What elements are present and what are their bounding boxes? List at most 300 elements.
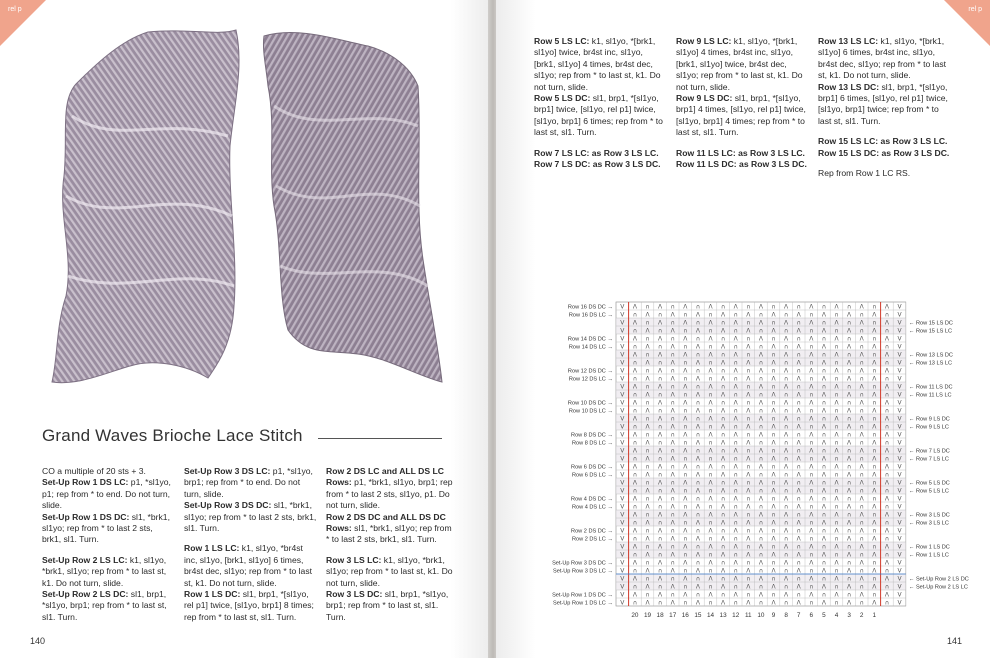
chart-row-label-left: Row 6 DS DC → — [571, 464, 613, 471]
chart-stitch-symbol: ∩ — [834, 327, 839, 335]
chart-stitch-symbol: ∩ — [720, 303, 726, 311]
chart-stitch-symbol: ∩ — [683, 583, 688, 591]
chart-stitch-symbol: Λ — [784, 319, 789, 327]
chart-stitch-symbol: ∩ — [859, 567, 864, 575]
chart-stitch-symbol: ∩ — [872, 479, 877, 487]
instruction-paragraph: Row 9 LS LC: k1, sl1yo, *[brk1, sl1yo] 4 times, br4st inc, sl1yo, [brk1, sl1yo] twice, br4st dec, sl1yo; rep from * to last st, k1. Do not turn, slide. Row 9 LS DC: sl1, brp1, *[sl1yo, brp1] 4 times, [sl1yo, rel p1] twice, [sl1yo, brp1] 4 times; rep from * to last st, sl1. Turn. — [676, 36, 806, 138]
chart-stitch-symbol: Λ — [733, 415, 738, 423]
chart-stitch-symbol: ∩ — [746, 559, 751, 567]
chart-column-number: 3 — [847, 612, 851, 619]
chart-stitch-symbol: ∩ — [708, 599, 713, 607]
chart-stitch-symbol: ∩ — [720, 543, 726, 551]
chart-stitch-symbol: ∩ — [733, 551, 738, 559]
chart-stitch-symbol: Λ — [847, 407, 852, 415]
chart-stitch-symbol: Λ — [733, 575, 738, 583]
chart-stitch-symbol: Λ — [847, 583, 852, 591]
chart-stitch-symbol: Λ — [771, 551, 776, 559]
chart-row-label-left: Row 14 DS DC → — [567, 336, 613, 343]
chart-row-label-right: ← Row 3 LS DC — [908, 512, 950, 519]
chart-stitch-symbol: Λ — [859, 559, 864, 567]
chart-stitch-symbol: Λ — [683, 543, 688, 551]
chart-stitch-symbol: Λ — [708, 431, 713, 439]
chart-stitch-symbol: Λ — [632, 479, 637, 487]
chart-stitch-symbol: Λ — [872, 423, 877, 431]
chart-stitch-symbol: ∩ — [733, 503, 738, 511]
chart-stitch-symbol: ∩ — [872, 447, 877, 455]
chart-row-label-right: ← Row 7 LS DC — [908, 448, 950, 455]
chart-stitch-symbol: ∩ — [657, 519, 663, 527]
chart-stitch-symbol: ∩ — [859, 455, 864, 463]
chart-stitch-symbol: Λ — [834, 575, 839, 583]
chart-stitch-symbol: ∩ — [884, 311, 890, 319]
chart-stitch-symbol: ∩ — [733, 327, 738, 335]
chart-stitch-symbol: Λ — [733, 335, 738, 343]
chart-stitch-symbol: V — [897, 423, 902, 431]
chart-stitch-symbol: V — [897, 407, 902, 415]
chart-stitch-symbol: ∩ — [834, 519, 839, 527]
chart-stitch-symbol: V — [620, 319, 625, 327]
chart-stitch-symbol: ∩ — [771, 559, 776, 567]
chart-stitch-symbol: ∩ — [809, 455, 814, 463]
chart-stitch-symbol: Λ — [670, 551, 675, 559]
chart-stitch-symbol: Λ — [708, 511, 713, 519]
chart-stitch-symbol: ∩ — [884, 503, 890, 511]
chart-stitch-symbol: Λ — [784, 527, 789, 535]
chart-stitch-symbol: ∩ — [859, 311, 864, 319]
chart-stitch-symbol: Λ — [796, 311, 801, 319]
chart-stitch-symbol: Λ — [884, 319, 889, 327]
chart-stitch-symbol: ∩ — [758, 391, 764, 399]
chart-stitch-symbol: ∩ — [859, 471, 864, 479]
chart-stitch-symbol: ∩ — [645, 591, 650, 599]
chart-stitch-symbol: ∩ — [809, 519, 814, 527]
chart-stitch-symbol: Λ — [670, 599, 675, 607]
chart-stitch-symbol: ∩ — [834, 343, 839, 351]
chart-stitch-symbol: ∩ — [783, 439, 789, 447]
chart-stitch-symbol: Λ — [721, 423, 726, 431]
chart-stitch-symbol: ∩ — [683, 567, 688, 575]
chart-stitch-symbol: ∩ — [720, 575, 726, 583]
chart-stitch-symbol: ∩ — [872, 463, 877, 471]
chart-stitch-symbol: ∩ — [746, 575, 751, 583]
chart-stitch-symbol: V — [897, 343, 902, 351]
chart-stitch-symbol: ∩ — [809, 423, 814, 431]
chart-stitch-symbol: ∩ — [695, 479, 701, 487]
chart-stitch-symbol: V — [620, 527, 625, 535]
chart-stitch-symbol: Λ — [683, 431, 688, 439]
chart-stitch-symbol: ∩ — [872, 399, 877, 407]
chart-stitch-symbol: ∩ — [834, 391, 839, 399]
chart-stitch-symbol: Λ — [809, 447, 814, 455]
chart-stitch-symbol: ∩ — [834, 359, 839, 367]
chart-stitch-symbol: V — [897, 487, 902, 495]
chart-stitch-symbol: ∩ — [783, 583, 789, 591]
chart-stitch-symbol: V — [620, 575, 625, 583]
chart-stitch-symbol: Λ — [733, 367, 738, 375]
chart-stitch-symbol: Λ — [658, 335, 663, 343]
chart-stitch-symbol: Λ — [733, 495, 738, 503]
chart-stitch-symbol: Λ — [632, 511, 637, 519]
chart-column-number: 19 — [643, 612, 652, 619]
chart-stitch-symbol: ∩ — [821, 479, 827, 487]
chart-stitch-symbol: Λ — [658, 575, 663, 583]
title-rule — [318, 438, 442, 439]
chart-stitch-symbol: ∩ — [859, 487, 864, 495]
chart-stitch-symbol: Λ — [872, 375, 877, 383]
chart-stitch-symbol: Λ — [771, 535, 776, 543]
chart-stitch-symbol: Λ — [834, 383, 839, 391]
chart-stitch-symbol: Λ — [658, 527, 663, 535]
chart-stitch-symbol: ∩ — [771, 511, 776, 519]
chart-stitch-symbol: V — [897, 471, 902, 479]
chart-stitch-symbol: V — [897, 311, 902, 319]
chart-stitch-symbol: ∩ — [884, 535, 890, 543]
chart-stitch-symbol: Λ — [733, 319, 738, 327]
chart-stitch-symbol: Λ — [796, 583, 801, 591]
chart-stitch-symbol: Λ — [645, 327, 650, 335]
chart-stitch-symbol: Λ — [721, 583, 726, 591]
chart-stitch-symbol: ∩ — [872, 591, 877, 599]
chart-stitch-symbol: Λ — [796, 423, 801, 431]
chart-stitch-symbol: ∩ — [821, 559, 827, 567]
chart-stitch-symbol: ∩ — [708, 407, 713, 415]
chart-stitch-symbol: Λ — [746, 551, 751, 559]
chart-stitch-symbol: ∩ — [783, 391, 789, 399]
chart-stitch-symbol: V — [897, 335, 902, 343]
chart-stitch-symbol: ∩ — [670, 447, 675, 455]
chart-stitch-symbol: ∩ — [695, 399, 701, 407]
chart-stitch-symbol: Λ — [859, 479, 864, 487]
chart-stitch-symbol: Λ — [809, 367, 814, 375]
chart-stitch-symbol: ∩ — [834, 471, 839, 479]
chart-stitch-symbol: ∩ — [720, 367, 726, 375]
chart-stitch-symbol: Λ — [834, 319, 839, 327]
chart-stitch-symbol: ∩ — [733, 359, 738, 367]
chart-stitch-symbol: ∩ — [733, 423, 738, 431]
chart-stitch-symbol: Λ — [884, 447, 889, 455]
chart-stitch-symbol: ∩ — [821, 399, 827, 407]
chart-stitch-symbol: ∩ — [846, 351, 852, 359]
chart-stitch-symbol: ∩ — [708, 503, 713, 511]
chart-stitch-symbol: Λ — [796, 455, 801, 463]
chart-stitch-symbol: ∩ — [695, 495, 701, 503]
chart-column-number: 13 — [719, 612, 727, 619]
chart-stitch-symbol: V — [620, 439, 625, 447]
chart-stitch-symbol: Λ — [821, 519, 826, 527]
chart-stitch-symbol: V — [897, 391, 902, 399]
chart-stitch-symbol: Λ — [859, 495, 864, 503]
chart-stitch-symbol: Λ — [834, 591, 839, 599]
chart-stitch-symbol: ∩ — [746, 415, 751, 423]
chart-stitch-symbol: ∩ — [746, 463, 751, 471]
chart-stitch-symbol: Λ — [847, 375, 852, 383]
chart-stitch-symbol: ∩ — [796, 479, 801, 487]
chart-stitch-symbol: Λ — [796, 439, 801, 447]
chart-stitch-symbol: Λ — [746, 567, 751, 575]
chart-stitch-symbol: Λ — [708, 495, 713, 503]
chart-stitch-symbol: ∩ — [632, 439, 638, 447]
chart-stitch-symbol: Λ — [733, 559, 738, 567]
chart-stitch-symbol: ∩ — [683, 375, 688, 383]
chart-row-label-right: ← Row 11 LS DC — [908, 384, 953, 391]
corner-tab-label-left: rel p — [8, 6, 22, 13]
chart-stitch-symbol: Λ — [746, 583, 751, 591]
chart-stitch-symbol: Λ — [884, 399, 889, 407]
chart-stitch-symbol: Λ — [695, 423, 700, 431]
chart-stitch-symbol: ∩ — [746, 367, 751, 375]
chart-stitch-symbol: V — [897, 351, 902, 359]
chart-stitch-symbol: Λ — [847, 503, 852, 511]
chart-column-number: 14 — [706, 612, 715, 619]
chart-stitch-symbol: ∩ — [733, 407, 738, 415]
chart-stitch-symbol: V — [620, 455, 625, 463]
chart-stitch-symbol: Λ — [821, 471, 826, 479]
chart-column-number: 11 — [744, 612, 752, 619]
chart-column-number: 17 — [669, 612, 677, 619]
instruction-paragraph: Row 5 LS LC: k1, sl1yo, *[brk1, sl1yo] twice, br4st inc, sl1yo, [brk1, sl1yo] 4 times, br4st dec, sl1yo; rep from * to last st, k1. Do not turn, slide. Row 5 LS DC: sl1, brp1, *[sl1yo, brp1] twice, [sl1yo, rel p1] twice, [sl1yo, brp1] 6 times; rep from * to last st, sl1. Turn. — [534, 36, 663, 138]
chart-stitch-symbol: ∩ — [821, 543, 827, 551]
chart-stitch-symbol: ∩ — [783, 455, 789, 463]
chart-stitch-symbol: ∩ — [771, 399, 776, 407]
chart-column-number: 8 — [784, 612, 788, 619]
chart-stitch-symbol: Λ — [708, 367, 713, 375]
chart-stitch-symbol: Λ — [847, 343, 852, 351]
chart-stitch-symbol: Λ — [809, 351, 814, 359]
chart-stitch-symbol: ∩ — [695, 511, 701, 519]
chart-stitch-symbol: Λ — [809, 543, 814, 551]
chart-stitch-symbol: Λ — [645, 471, 650, 479]
chart-stitch-symbol: Λ — [683, 591, 688, 599]
chart-stitch-symbol: Λ — [645, 583, 650, 591]
chart-stitch-symbol: V — [620, 407, 625, 415]
chart-row-label-right: ← Row 11 LS LC — [908, 392, 952, 399]
chart-stitch-symbol: Λ — [872, 391, 877, 399]
chart-stitch-symbol: ∩ — [708, 391, 713, 399]
chart-stitch-symbol: Λ — [809, 463, 814, 471]
chart-stitch-symbol: V — [897, 575, 902, 583]
chart-stitch-symbol: Λ — [821, 583, 826, 591]
chart-row-label-right: ← Row 5 LS DC — [908, 480, 950, 487]
chart-stitch-symbol: ∩ — [884, 567, 890, 575]
chart-stitch-symbol: ∩ — [657, 407, 663, 415]
chart-stitch-symbol: Λ — [859, 527, 864, 535]
chart-stitch-symbol: Λ — [834, 463, 839, 471]
chart-stitch-symbol: ∩ — [872, 575, 877, 583]
chart-stitch-symbol: V — [897, 447, 902, 455]
chart-stitch-symbol: Λ — [784, 415, 789, 423]
chart-stitch-symbol: ∩ — [771, 527, 776, 535]
chart-stitch-symbol: ∩ — [834, 407, 839, 415]
chart-stitch-symbol: Λ — [670, 359, 675, 367]
chart-stitch-symbol: Λ — [884, 431, 889, 439]
chart-stitch-symbol: ∩ — [771, 575, 776, 583]
chart-stitch-symbol: ∩ — [809, 327, 814, 335]
chart-stitch-symbol: ∩ — [859, 407, 864, 415]
chart-stitch-symbol: ∩ — [683, 359, 688, 367]
chart-stitch-symbol: ∩ — [695, 543, 701, 551]
chart-stitch-symbol: Λ — [758, 527, 763, 535]
chart-column-number: 1 — [872, 612, 877, 619]
chart-stitch-symbol: ∩ — [834, 535, 839, 543]
chart-stitch-symbol: ∩ — [783, 407, 789, 415]
chart-stitch-symbol: ∩ — [834, 311, 839, 319]
chart-stitch-symbol: ∩ — [632, 311, 638, 319]
chart-stitch-symbol: ∩ — [859, 327, 864, 335]
chart-stitch-symbol: Λ — [796, 343, 801, 351]
chart-stitch-symbol: ∩ — [708, 487, 713, 495]
chart-stitch-symbol: Λ — [821, 311, 826, 319]
chart-stitch-symbol: V — [897, 463, 902, 471]
chart-stitch-symbol: Λ — [746, 391, 751, 399]
chart-stitch-symbol: ∩ — [834, 487, 839, 495]
chart-stitch-symbol: Λ — [784, 511, 789, 519]
chart-stitch-symbol: Λ — [645, 551, 650, 559]
chart-stitch-symbol: ∩ — [708, 375, 713, 383]
chart-stitch-symbol: ∩ — [809, 407, 814, 415]
chart-stitch-symbol: ∩ — [746, 351, 751, 359]
chart-stitch-symbol: Λ — [859, 415, 864, 423]
chart-stitch-symbol: ∩ — [758, 487, 764, 495]
chart-column-number: 4 — [834, 612, 839, 619]
chart-stitch-symbol: Λ — [733, 527, 738, 535]
chart-stitch-symbol: Λ — [721, 391, 726, 399]
chart-stitch-symbol: Λ — [683, 335, 688, 343]
chart-stitch-symbol: Λ — [658, 399, 663, 407]
chart-stitch-symbol: Λ — [746, 519, 751, 527]
chart-stitch-symbol: ∩ — [872, 543, 877, 551]
chart-stitch-symbol: ∩ — [733, 599, 738, 607]
chart-stitch-symbol: Λ — [771, 439, 776, 447]
chart-row-label-left: Row 14 DS LC → — [568, 344, 613, 351]
chart-stitch-symbol: Λ — [771, 359, 776, 367]
chart-stitch-symbol: ∩ — [720, 495, 726, 503]
chart-stitch-symbol: ∩ — [746, 479, 751, 487]
chart-stitch-symbol: Λ — [632, 367, 637, 375]
chart-stitch-symbol: Λ — [821, 359, 826, 367]
chart-stitch-symbol: ∩ — [758, 519, 764, 527]
chart-stitch-symbol: ∩ — [796, 463, 801, 471]
chart-stitch-symbol: ∩ — [657, 359, 663, 367]
chart-stitch-symbol: Λ — [733, 479, 738, 487]
chart-stitch-symbol: ∩ — [708, 567, 713, 575]
chart-stitch-symbol: ∩ — [846, 559, 852, 567]
chart-stitch-symbol: ∩ — [695, 591, 701, 599]
chart-stitch-symbol: Λ — [834, 495, 839, 503]
chart-stitch-symbol: V — [620, 375, 625, 383]
chart-stitch-symbol: ∩ — [708, 343, 713, 351]
chart-stitch-symbol: ∩ — [758, 471, 764, 479]
chart-stitch-symbol: ∩ — [632, 503, 638, 511]
chart-row-label-left: Row 2 DS DC → — [571, 528, 613, 535]
chart-stitch-symbol: Λ — [670, 567, 675, 575]
chart-stitch-symbol: V — [897, 511, 902, 519]
chart-stitch-symbol: Λ — [809, 527, 814, 535]
chart-stitch-symbol: Λ — [721, 535, 726, 543]
chart-stitch-symbol: Λ — [670, 519, 675, 527]
chart-stitch-symbol: ∩ — [872, 319, 877, 327]
chart-stitch-symbol: ∩ — [758, 455, 764, 463]
chart-stitch-symbol: Λ — [821, 327, 826, 335]
chart-stitch-symbol: ∩ — [645, 335, 650, 343]
chart-stitch-symbol: ∩ — [783, 503, 789, 511]
chart-stitch-symbol: ∩ — [821, 351, 827, 359]
chart-stitch-symbol: Λ — [809, 319, 814, 327]
chart-stitch-symbol: Λ — [746, 343, 751, 351]
chart-stitch-symbol: ∩ — [670, 319, 675, 327]
chart-stitch-symbol: Λ — [796, 487, 801, 495]
chart-stitch-symbol: ∩ — [821, 319, 827, 327]
chart-stitch-symbol: Λ — [695, 359, 700, 367]
chart-stitch-symbol: ∩ — [645, 415, 650, 423]
chart-stitch-symbol: Λ — [645, 567, 650, 575]
chart-stitch-symbol: Λ — [859, 447, 864, 455]
chart-stitch-symbol: Λ — [821, 487, 826, 495]
chart-stitch-symbol: Λ — [821, 535, 826, 543]
chart-stitch-symbol: ∩ — [683, 503, 688, 511]
chart-stitch-symbol: ∩ — [670, 383, 675, 391]
chart-stitch-symbol: ∩ — [632, 535, 638, 543]
chart-stitch-symbol: ∩ — [846, 591, 852, 599]
chart-stitch-symbol: Λ — [884, 479, 889, 487]
chart-stitch-symbol: Λ — [796, 471, 801, 479]
chart-stitch-symbol: ∩ — [670, 463, 675, 471]
chart-stitch-symbol: ∩ — [720, 511, 726, 519]
chart-stitch-symbol: Λ — [834, 351, 839, 359]
chart-stitch-symbol: V — [897, 583, 902, 591]
chart-stitch-symbol: Λ — [721, 487, 726, 495]
chart-stitch-symbol: ∩ — [872, 335, 877, 343]
chart-stitch-symbol: Λ — [746, 503, 751, 511]
chart-stitch-symbol: Λ — [872, 359, 877, 367]
chart-stitch-symbol: Λ — [847, 439, 852, 447]
chart-stitch-symbol: Λ — [859, 511, 864, 519]
chart-stitch-symbol: Λ — [809, 303, 814, 311]
chart-stitch-symbol: ∩ — [683, 519, 688, 527]
chart-stitch-symbol: ∩ — [884, 423, 890, 431]
chart-stitch-symbol: V — [620, 311, 625, 319]
chart-stitch-symbol: ∩ — [872, 495, 877, 503]
chart-stitch-symbol: Λ — [784, 591, 789, 599]
chart-stitch-symbol: Λ — [771, 343, 776, 351]
chart-row-label-right: ← Row 1 LS DC — [908, 544, 950, 551]
chart-stitch-symbol: Λ — [834, 399, 839, 407]
chart-stitch-symbol: ∩ — [670, 559, 675, 567]
chart-stitch-symbol: ∩ — [683, 327, 688, 335]
chart-stitch-symbol: Λ — [695, 551, 700, 559]
chart-stitch-symbol: ∩ — [632, 599, 638, 607]
chart-stitch-symbol: Λ — [872, 327, 877, 335]
chart-stitch-symbol: ∩ — [771, 303, 776, 311]
chart-stitch-symbol: V — [620, 415, 625, 423]
chart-stitch-symbol: Λ — [834, 447, 839, 455]
chart-stitch-symbol: ∩ — [683, 407, 688, 415]
chart-stitch-symbol: Λ — [784, 431, 789, 439]
chart-stitch-symbol: ∩ — [670, 415, 675, 423]
chart-stitch-symbol: Λ — [809, 415, 814, 423]
chart-stitch-symbol: Λ — [771, 375, 776, 383]
chart-stitch-symbol: ∩ — [771, 543, 776, 551]
chart-stitch-symbol: ∩ — [809, 359, 814, 367]
chart-stitch-symbol: ∩ — [758, 599, 764, 607]
chart-stitch-symbol: V — [620, 495, 625, 503]
chart-stitch-symbol: Λ — [746, 407, 751, 415]
chart-stitch-symbol: Λ — [721, 519, 726, 527]
chart-stitch-symbol: ∩ — [683, 343, 688, 351]
chart-stitch-symbol: ∩ — [859, 343, 864, 351]
chart-stitch-symbol: ∩ — [846, 511, 852, 519]
chart-stitch-symbol: ∩ — [796, 527, 801, 535]
chart-stitch-symbol: ∩ — [645, 383, 650, 391]
